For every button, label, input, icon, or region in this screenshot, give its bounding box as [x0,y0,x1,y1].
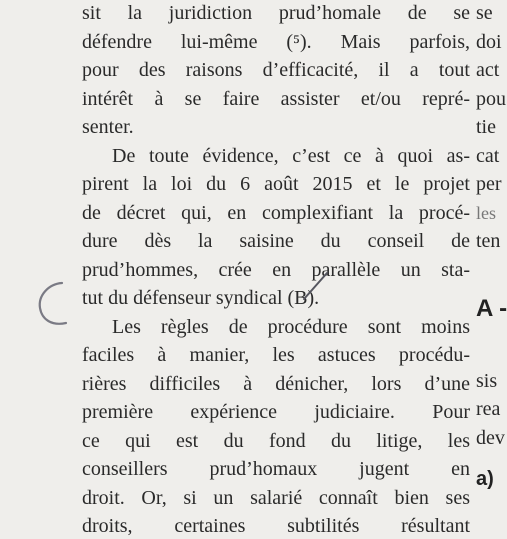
section-heading-fragment: A - [476,295,507,322]
text-fragment: dev [476,427,505,449]
text-fragment: les [476,203,496,223]
text-line: première expérience judiciaire. Pour [82,401,470,423]
text-line: pirent la loi du 6 août 2015 et le projet [82,173,470,195]
text-line: prud’hommes, crée en parallèle un sta- [82,259,470,281]
text-fragment: rea [476,398,501,420]
text-fragment: cat [476,145,500,167]
text-line: ce qui est du fond du litige, les [82,430,470,452]
text-line: pour des raisons d’efficacité, il a tout [82,59,470,81]
text-line: faciles à manier, les astuces procédu- [82,344,470,366]
text-line: senter. [82,116,134,138]
text-line: dure dès la saisine du conseil de [82,230,470,252]
paragraph-start-line: De toute évidence, c’est ce à quoi as- [112,145,470,167]
text-line: rières difficiles à dénicher, lors d’une [82,373,470,395]
handwritten-c-mark [40,283,66,324]
text-line: droit. Or, si un salarié connaît bien ses [82,487,470,509]
text-fragment: ten [476,230,501,252]
text-line: défendre lui-même (⁵). Mais parfois, [82,31,470,53]
text-line: intérêt à se faire assister et/ou repré- [82,88,470,110]
text-line: de décret qui, en complexifiant la procé- [82,202,470,224]
text-line: conseillers prud’homaux jugent en [82,458,470,480]
text-fragment: pou [476,88,506,110]
text-line: droits, certaines subtilités résultant [82,515,470,537]
text-fragment: doi [476,31,502,53]
text-fragment: per [476,173,502,195]
text-fragment: se [476,2,493,24]
text-line: tut du défenseur syndical (B). [82,287,320,309]
text-fragment: sis [476,370,498,392]
pen-stroke-mark [304,273,327,299]
subsection-heading-fragment: a) [476,468,494,490]
text-fragment: tie [476,116,496,138]
text-fragment: act [476,59,500,81]
paragraph-start-line: Les règles de procédure sont moins [112,316,470,338]
text-line: sit la juridiction prud’homale de se [82,2,470,24]
